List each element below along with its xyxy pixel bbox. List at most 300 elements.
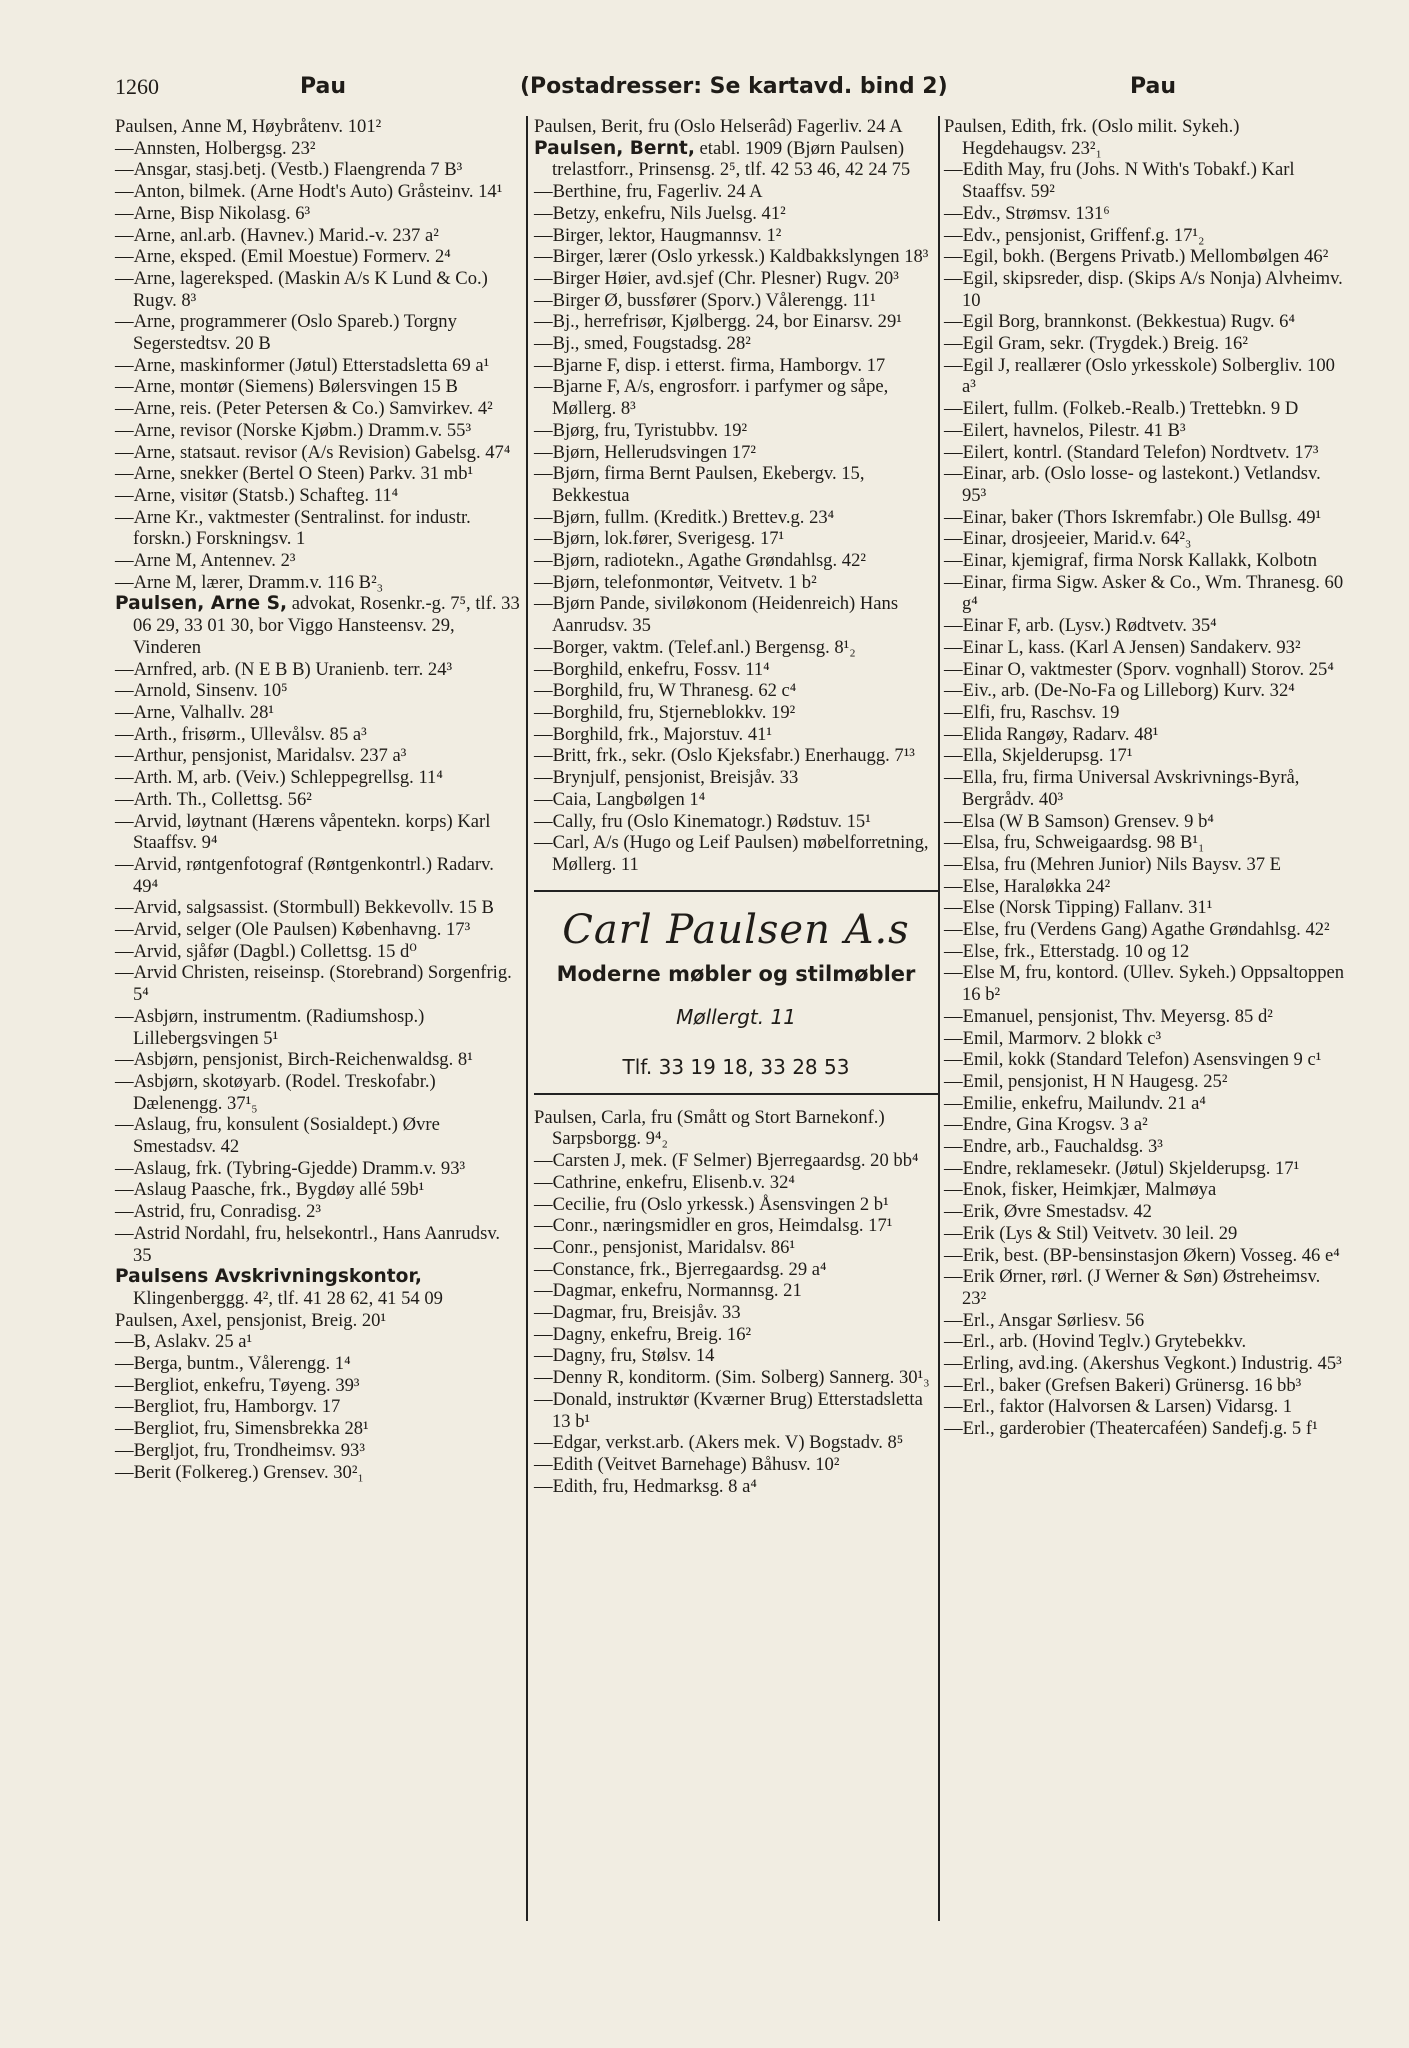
directory-entry — [944, 680, 1348, 702]
header-left-word: Pau — [300, 74, 347, 99]
entry-text: —Else, Haraløkka 24² — [944, 875, 1111, 897]
entry-text: —Arne, montør (Siemens) Bølersvingen 15 B — [115, 376, 458, 398]
directory-entry — [944, 1266, 1348, 1309]
entry-text: Paulsen, Berit, fru (Oslo Helserâd) Fagerliv. 24 A — [534, 116, 903, 137]
ad-address: Møllergt. 11 — [676, 1005, 796, 1030]
directory-entry — [534, 724, 938, 746]
directory-entry — [115, 246, 523, 268]
entry-text: —Arne, visitør (Statsb.) Schafteg. 11⁴ — [115, 484, 399, 506]
column-2-entries — [534, 116, 938, 876]
directory-entry — [534, 1150, 938, 1172]
entry-text: —Bj., smed, Fougstadsg. 28² — [534, 333, 751, 355]
directory-entry — [944, 1245, 1348, 1267]
directory-entry — [944, 311, 1348, 333]
entry-text: —Arne, anl.arb. (Havnev.) Marid.-v. 237 a² — [115, 224, 439, 246]
directory-entry — [534, 528, 938, 550]
directory-entry — [115, 1201, 523, 1223]
entry-text: —Emilie, enkefru, Mailundv. 21 a⁴ — [944, 1092, 1206, 1114]
directory-entry — [944, 1071, 1348, 1093]
entry-text: —Bjørn, lok.fører, Sverigesg. 17¹ — [534, 528, 785, 550]
entry-text: —Asbjørn, instrumentm. (Radiumshosp.) Lillebergsvingen 5¹ — [115, 1005, 425, 1049]
directory-entry — [944, 572, 1348, 615]
directory-entry — [115, 1223, 523, 1266]
entry-text: —Ella, Skjelderupsg. 17¹ — [944, 745, 1133, 767]
directory-entry — [534, 355, 938, 377]
entry-text: —Aslaug Paasche, frk., Bygdøy allé 59b¹ — [115, 1179, 425, 1201]
entry-text: —Arvid, løytnant (Hærens våpentekn. korps) Karl Staaffsv. 9⁴ — [115, 810, 491, 854]
directory-entry — [944, 1418, 1348, 1440]
entry-text: —Brynjulf, pensjonist, Breisjåv. 33 — [534, 767, 799, 789]
directory-entry — [115, 1353, 523, 1375]
entry-text: —Dagny, enkefru, Breig. 16² — [534, 1323, 752, 1345]
column-divider — [526, 116, 528, 1921]
entry-text: —Arne, maskinformer (Jøtul) Etterstadsletta 69 a¹ — [115, 354, 490, 376]
directory-entry — [534, 1432, 938, 1454]
entry-text: —Bergliot, fru, Hamborgv. 17 — [115, 1396, 341, 1418]
entry-text: —Einar F, arb. (Lysv.) Rødtvetv. 35⁴ — [944, 615, 1217, 637]
directory-entry — [534, 811, 938, 833]
directory-entry — [115, 485, 523, 507]
entry-text: —Arne M, lærer, Dramm.v. 116 B²₃ — [115, 571, 384, 593]
entry-text: Paulsen, Carla, fru (Smått og Stort Barnekonf.) Sarpsborgg. 9⁴₂ — [534, 1106, 885, 1150]
directory-entry — [534, 1215, 938, 1237]
directory-entry — [534, 1194, 938, 1216]
entry-text: —Edgar, verkst.arb. (Akers mek. V) Bogstadv. 8⁵ — [534, 1432, 904, 1454]
directory-entry — [115, 1375, 523, 1397]
directory-entry — [944, 355, 1348, 398]
directory-entry — [944, 268, 1348, 311]
entry-text: —Erling, avd.ing. (Akershus Vegkont.) Industrig. 45³ — [944, 1353, 1342, 1375]
entry-text: —Borghild, fru, W Thranesg. 62 c⁴ — [534, 680, 797, 702]
entry-text: —Edv., pensjonist, Griffenf.g. 17¹₂ — [944, 224, 1205, 246]
directory-entry — [944, 767, 1348, 810]
entry-text: —Einar O, vaktmester (Sporv. vognhall) Storov. 25⁴ — [944, 658, 1334, 680]
directory-entry — [944, 745, 1348, 767]
directory-entry — [115, 550, 523, 572]
entry-text: —Arne, lagereksped. (Maskin A/s K Lund & Co.) Rugv. 8³ — [115, 267, 488, 311]
directory-entry — [115, 680, 523, 702]
entry-text: —B, Aslakv. 25 a¹ — [115, 1331, 253, 1353]
directory-entry — [534, 1324, 938, 1346]
directory-entry — [115, 854, 523, 897]
entry-text: —Arne, statsaut. revisor (A/s Revision) Gabelsg. 47⁴ — [115, 441, 511, 463]
entry-text: —Borghild, enkefru, Fossv. 11⁴ — [534, 658, 770, 680]
entry-text: —Erl., baker (Grefsen Bakeri) Grünersg. 16 bb³ — [944, 1374, 1302, 1396]
directory-entry — [534, 702, 938, 724]
directory-entry — [944, 1396, 1348, 1418]
directory-entry — [944, 637, 1348, 659]
directory-entry — [115, 1071, 523, 1114]
entry-text: —Betzy, enkefru, Nils Juelsg. 41² — [534, 202, 786, 224]
directory-entry — [944, 897, 1348, 919]
directory-entry — [115, 116, 523, 138]
directory-entry — [115, 1114, 523, 1157]
entry-text: —Borghild, frk., Majorstuv. 41¹ — [534, 723, 772, 745]
entry-text: —Bergliot, fru, Simensbrekka 28¹ — [115, 1418, 369, 1440]
entry-text: —Bjarne F, A/s, engrosforr. i parfymer og såpe, Møllerg. 8³ — [534, 376, 889, 420]
directory-entry — [534, 1302, 938, 1324]
directory-entry — [115, 572, 523, 594]
directory-entry — [534, 832, 938, 875]
entry-text: —Elida Rangøy, Radarv. 48¹ — [944, 723, 1159, 745]
entry-text: —Eilert, kontrl. (Standard Telefon) Nordtvetv. 17³ — [944, 441, 1319, 463]
entry-text: —Birger Høier, avd.sjef (Chr. Plesner) Rugv. 20³ — [534, 267, 899, 289]
entry-text: —Cally, fru (Oslo Kinematogr.) Rødstuv. 15¹ — [534, 810, 871, 832]
ad-phone: Tlf. 33 19 18, 33 28 53 — [622, 1055, 850, 1080]
entry-text: —Bjørn, Hellerudsvingen 17² — [534, 441, 756, 463]
entry-text: —Arne, Valhallv. 28¹ — [115, 701, 274, 723]
entry-text: —Arth. M, arb. (Veiv.) Schleppegrellsg. 11⁴ — [115, 767, 443, 789]
directory-entry — [534, 225, 938, 247]
entry-text: —Bjørn Pande, siviløkonom (Heidenreich) Hans Aanrudsv. 35 — [534, 593, 899, 637]
directory-entry — [534, 745, 938, 767]
entry-text: —Arnold, Sinsenv. 10⁵ — [115, 680, 288, 702]
directory-entry — [944, 1201, 1348, 1223]
entry-text: —Arnfred, arb. (N E B B) Uranienb. terr. 24³ — [115, 658, 453, 680]
directory-entry — [944, 1049, 1348, 1071]
ad-tagline: Moderne møbler og stilmøbler — [556, 961, 916, 986]
entry-text: —Bjørg, fru, Tyristubbv. 19² — [534, 419, 748, 441]
directory-entry — [944, 507, 1348, 529]
entry-text: —Emil, pensjonist, H N Haugesg. 25² — [944, 1070, 1228, 1092]
entry-text: —Elsa, fru, Schweigaardsg. 98 B¹₁ — [944, 832, 1205, 854]
directory-entry — [944, 116, 1348, 159]
directory-heading-entry — [534, 138, 938, 181]
entry-text: —Berga, buntm., Vålerengg. 1⁴ — [115, 1353, 351, 1375]
directory-entry — [944, 1179, 1348, 1201]
entry-text: —Conr., pensjonist, Maridalsv. 86¹ — [534, 1236, 796, 1258]
column-3 — [944, 116, 1348, 1440]
directory-entry — [944, 1223, 1348, 1245]
directory-entry — [944, 1375, 1348, 1397]
directory-entry — [534, 116, 938, 138]
entry-text: —Caia, Langbølgen 1⁴ — [534, 788, 706, 810]
directory-entry — [115, 398, 523, 420]
column-1 — [115, 116, 523, 1483]
entry-text: —Einar, kjemigraf, firma Norsk Kallakk, Kolbotn — [944, 550, 1318, 572]
advertisement — [534, 890, 938, 1095]
directory-entry — [944, 615, 1348, 637]
entry-text: —Borghild, fru, Stjerneblokkv. 19² — [534, 701, 796, 723]
directory-entry — [534, 1172, 938, 1194]
entry-text: —Egil Borg, brannkonst. (Bekkestua) Rugv. 6⁴ — [944, 311, 1295, 333]
directory-entry — [115, 203, 523, 225]
entry-text: —Birger Ø, bussfører (Sporv.) Vålerengg. 11¹ — [534, 289, 876, 311]
entry-text: —Bjørn, radiotekn., Agathe Grøndahlsg. 42² — [534, 550, 866, 572]
directory-entry — [115, 941, 523, 963]
directory-entry — [534, 659, 938, 681]
page-header — [115, 70, 1310, 106]
directory-entry — [944, 1093, 1348, 1115]
directory-entry — [534, 246, 938, 268]
directory-entry — [115, 659, 523, 681]
directory-entry — [944, 333, 1348, 355]
entry-text: —Eilert, fullm. (Folkeb.-Realb.) Trettebkn. 9 D — [944, 398, 1299, 420]
entry-text: —Erl., garderobier (Theatercaféen) Sandefj.g. 5 f¹ — [944, 1418, 1318, 1440]
directory-entry — [944, 420, 1348, 442]
entry-text: —Arne, programmerer (Oslo Spareb.) Torgny Segerstedtsv. 20 B — [115, 311, 457, 355]
directory-entry — [944, 919, 1348, 941]
entry-text: —Carl, A/s (Hugo og Leif Paulsen) møbelforretning, Møllerg. 11 — [534, 832, 929, 875]
directory-entry — [115, 767, 523, 789]
directory-entry — [944, 724, 1348, 746]
entry-text: —Arvid, sjåfør (Dagbl.) Collettsg. 15 d⁰ — [115, 940, 417, 962]
entry-text: —Else (Norsk Tipping) Fallanv. 31¹ — [944, 897, 1213, 919]
entry-text: —Ansgar, stasj.betj. (Vestb.) Flaengrenda 7 B³ — [115, 159, 463, 181]
directory-entry — [534, 442, 938, 464]
directory-entry — [944, 1028, 1348, 1050]
directory-entry — [944, 832, 1348, 854]
entry-text: —Elsa, fru (Mehren Junior) Nils Baysv. 37 E — [944, 853, 1282, 875]
entry-text: advokat, Rosenkr.-g. 7⁵, tlf. 33 06 29, 33 01 30, bor Viggo Hansteensv. 29, Vinderen — [133, 593, 520, 658]
header-center-note: (Postadresser: Se kartavd. bind 2) — [520, 74, 948, 99]
directory-entry — [115, 724, 523, 746]
entry-text: —Elsa (W B Samson) Grensev. 9 b⁴ — [944, 810, 1214, 832]
directory-entry — [534, 572, 938, 594]
directory-entry — [115, 789, 523, 811]
directory-entry — [534, 290, 938, 312]
entry-text: —Arne, reis. (Peter Petersen & Co.) Samvirkev. 4² — [115, 398, 493, 420]
entry-text: —Erl., Ansgar Sørliesv. 56 — [944, 1309, 1145, 1331]
directory-entry — [534, 1237, 938, 1259]
directory-entry — [115, 442, 523, 464]
entry-text: Paulsen, Edith, frk. (Oslo milit. Sykeh.) Hegdehaugsv. 23²₁ — [944, 116, 1240, 159]
directory-entry — [115, 181, 523, 203]
entry-text: —Einar, arb. (Oslo losse- og lastekont.) Vetlandsv. 95³ — [944, 463, 1321, 506]
directory-entry — [115, 1462, 523, 1484]
entry-text: —Else, frk., Etterstadg. 10 og 12 — [944, 940, 1190, 962]
directory-entry — [115, 962, 523, 1005]
entry-text: —Endre, Gina Krogsv. 3 a² — [944, 1114, 1148, 1136]
directory-entry — [944, 528, 1348, 550]
entry-text: —Arth., frisørm., Ullevålsv. 85 a³ — [115, 723, 367, 745]
directory-entry — [115, 463, 523, 485]
directory-entry — [534, 550, 938, 572]
entry-text: —Ella, fru, firma Universal Avskrivnings-Byrå, Bergrådv. 40³ — [944, 767, 1300, 810]
entry-text: —Arvid, røntgenfotograf (Røntgenkontrl.) Radarv. 49⁴ — [115, 853, 494, 897]
entry-text: —Edv., Strømsv. 131⁶ — [944, 202, 1110, 224]
directory-entry — [115, 376, 523, 398]
entry-text: —Einar, baker (Thors Iskremfabr.) Ole Bullsg. 49¹ — [944, 506, 1322, 528]
column-divider — [938, 116, 940, 1921]
page-number: 1260 — [115, 74, 159, 99]
column-2-entries-after — [534, 1107, 938, 1498]
directory-entry — [944, 246, 1348, 268]
entry-text: —Erik (Lys & Stil) Veitvetv. 30 leil. 29 — [944, 1222, 1238, 1244]
entry-text: —Berthine, fru, Fagerliv. 24 A — [534, 181, 763, 203]
entry-text: —Arne M, Antennev. 2³ — [115, 550, 296, 572]
directory-entry — [115, 811, 523, 854]
entry-text: —Erik, best. (BP-bensinstasjon Økern) Vosseg. 46 e⁴ — [944, 1244, 1340, 1266]
entry-text: Klingenberggg. 4², tlf. 41 28 62, 41 54 09 — [133, 1287, 443, 1309]
directory-entry — [534, 593, 938, 636]
directory-entry — [944, 659, 1348, 681]
directory-entry — [115, 138, 523, 160]
entry-text: —Endre, arb., Fauchaldsg. 3³ — [944, 1136, 1163, 1158]
directory-entry — [944, 1006, 1348, 1028]
entry-text: —Donald, instruktør (Kværner Brug) Etterstadsletta 13 b¹ — [534, 1388, 923, 1432]
directory-entry — [534, 463, 938, 506]
entry-text: —Erik Ørner, rørl. (J Werner & Søn) Østreheimsv. 23² — [944, 1266, 1321, 1309]
entry-text: —Borger, vaktm. (Telef.anl.) Bergensg. 8¹₂ — [534, 636, 856, 658]
directory-entry — [534, 789, 938, 811]
directory-entry — [115, 1006, 523, 1049]
directory-entry — [534, 680, 938, 702]
directory-entry — [115, 1310, 523, 1332]
directory-entry — [944, 876, 1348, 898]
entry-text: —Birger, lærer (Oslo yrkessk.) Kaldbakkslyngen 18³ — [534, 246, 929, 268]
entry-text: —Erl., faktor (Halvorsen & Larsen) Vidarsg. 1 — [944, 1396, 1293, 1418]
entry-text: —Dagmar, fru, Breisjåv. 33 — [534, 1302, 741, 1324]
entry-text: —Else, fru (Verdens Gang) Agathe Grøndahlsg. 42² — [944, 919, 1330, 941]
entry-text: —Carsten J, mek. (F Selmer) Bjerregaardsg. 20 bb⁴ — [534, 1150, 919, 1172]
entry-text: —Asbjørn, skotøyarb. (Rodel. Treskofabr.) Dælenengg. 37¹₅ — [115, 1070, 436, 1114]
entry-text: —Bjarne F, disp. i etterst. firma, Hamborgv. 17 — [534, 354, 886, 376]
column-2 — [534, 116, 938, 1497]
directory-heading-entry — [115, 593, 523, 658]
directory-entry — [115, 311, 523, 354]
directory-heading-entry — [115, 1266, 523, 1309]
directory-entry — [534, 268, 938, 290]
entry-text: —Bergljot, fru, Trondheimsv. 93³ — [115, 1439, 365, 1461]
directory-entry — [534, 1367, 938, 1389]
directory-entry — [534, 1259, 938, 1281]
directory-entry — [534, 1107, 938, 1150]
directory-entry — [534, 507, 938, 529]
entry-text: —Bjørn, telefonmontør, Veitvetv. 1 b² — [534, 571, 817, 593]
directory-entry — [944, 398, 1348, 420]
entry-text: —Eilert, havnelos, Pilestr. 41 B³ — [944, 419, 1186, 441]
entry-text: —Arvid, salgsassist. (Stormbull) Bekkevollv. 15 B — [115, 897, 494, 919]
directory-entry — [944, 550, 1348, 572]
entry-text: —Einar, firma Sigw. Asker & Co., Wm. Thranesg. 60 g⁴ — [944, 571, 1344, 615]
entry-text: —Arne, Bisp Nikolasg. 6³ — [115, 202, 311, 224]
entry-text: —Aslaug, fru, konsulent (Sosialdept.) Øvre Smestadsv. 42 — [115, 1114, 440, 1158]
directory-entry — [115, 420, 523, 442]
entry-text: —Bjørn, fullm. (Kreditk.) Brettev.g. 23⁴ — [534, 506, 835, 528]
directory-entry — [944, 941, 1348, 963]
directory-entry — [944, 1114, 1348, 1136]
directory-entry — [944, 442, 1348, 464]
directory-entry — [534, 376, 938, 419]
entry-text: —Berit (Folkereg.) Grensev. 30²₁ — [115, 1461, 364, 1483]
entry-name: Paulsens Avskrivningskontor, — [115, 1266, 422, 1288]
directory-entry — [115, 268, 523, 311]
directory-entry — [534, 637, 938, 659]
entry-text: —Cecilie, fru (Oslo yrkessk.) Åsensvingen 2 b¹ — [534, 1193, 889, 1215]
directory-entry — [534, 1345, 938, 1367]
entry-text: —Emil, kokk (Standard Telefon) Asensvingen 9 c¹ — [944, 1049, 1322, 1071]
entry-text: Paulsen, Anne M, Høybråtenv. 101² — [115, 116, 382, 137]
directory-entry — [115, 225, 523, 247]
entry-text: —Birger, lektor, Haugmannsv. 1² — [534, 224, 782, 246]
directory-entry — [944, 1136, 1348, 1158]
directory-entry — [944, 225, 1348, 247]
ad-logo: Carl Paulsen A.s — [562, 906, 910, 953]
directory-entry — [115, 1158, 523, 1180]
entry-text: —Emil, Marmorv. 2 blokk c³ — [944, 1027, 1162, 1049]
directory-entry — [534, 333, 938, 355]
entry-text: —Constance, frk., Bjerregaardsg. 29 a⁴ — [534, 1258, 827, 1280]
directory-entry — [534, 203, 938, 225]
entry-text: —Arth. Th., Collettsg. 56² — [115, 788, 312, 810]
directory-entry — [944, 1158, 1348, 1180]
directory-entry — [944, 811, 1348, 833]
directory-entry — [115, 897, 523, 919]
directory-entry — [115, 919, 523, 941]
entry-text: —Conr., næringsmidler en gros, Heimdalsg. 17¹ — [534, 1215, 893, 1237]
entry-text: —Egil, bokh. (Bergens Privatb.) Mellombølgen 46² — [944, 246, 1329, 268]
entry-text: —Erl., arb. (Hovind Teglv.) Grytebekkv. — [944, 1331, 1247, 1353]
directory-entry — [944, 702, 1348, 724]
entry-text: —Arne, eksped. (Emil Moestue) Formerv. 2⁴ — [115, 246, 451, 268]
entry-text: —Enok, fisker, Heimkjær, Malmøya — [944, 1179, 1217, 1201]
directory-entry — [115, 1396, 523, 1418]
entry-text: —Egil J, reallærer (Oslo yrkesskole) Solbergliv. 100 a³ — [944, 354, 1335, 398]
entry-text: —Emanuel, pensjonist, Thv. Meyersg. 85 d² — [944, 1005, 1273, 1027]
directory-entry — [944, 854, 1348, 876]
entry-text: —Denny R, konditorm. (Sim. Solberg) Sannerg. 30¹₃ — [534, 1367, 930, 1389]
entry-text: —Aslaug, frk. (Tybring-Gjedde) Dramm.v. 93³ — [115, 1157, 466, 1179]
directory-entry — [115, 355, 523, 377]
entry-text: —Bjørn, firma Bernt Paulsen, Ekebergv. 15, Bekkestua — [534, 463, 865, 506]
entry-text: —Anton, bilmek. (Arne Hodt's Auto) Gråsteinv. 14¹ — [115, 181, 503, 203]
entry-text: —Bj., herrefrisør, Kjølbergg. 24, bor Einarsv. 29¹ — [534, 311, 902, 333]
directory-entry — [534, 767, 938, 789]
entry-text: —Eiv., arb. (De-No-Fa og Lilleborg) Kurv. 32⁴ — [944, 680, 1295, 702]
entry-text: —Arthur, pensjonist, Maridalsv. 237 a³ — [115, 745, 407, 767]
entry-text: —Arne, revisor (Norske Kjøbm.) Dramm.v. 55³ — [115, 419, 472, 441]
directory-entry — [534, 1476, 938, 1498]
directory-entry — [944, 463, 1348, 506]
directory-entry — [115, 745, 523, 767]
entry-text: —Arvid, selger (Ole Paulsen) Københavng. 17³ — [115, 919, 471, 941]
entry-text: —Annsten, Holbergsg. 23² — [115, 137, 316, 159]
directory-entry — [115, 159, 523, 181]
directory-entry — [534, 420, 938, 442]
directory-entry — [944, 1353, 1348, 1375]
entry-text: —Arne, snekker (Bertel O Steen) Parkv. 31 mb¹ — [115, 463, 474, 485]
entry-text: —Else M, fru, kontord. (Ullev. Sykeh.) Oppsaltoppen 16 b² — [944, 962, 1345, 1006]
directory-entry — [534, 311, 938, 333]
entry-text: Paulsen, Axel, pensjonist, Breig. 20¹ — [115, 1309, 387, 1331]
directory-entry — [115, 1179, 523, 1201]
entry-text: —Elfi, fru, Raschsv. 19 — [944, 701, 1120, 723]
directory-entry — [534, 181, 938, 203]
entry-text: —Britt, frk., sekr. (Oslo Kjeksfabr.) Enerhaugg. 7¹³ — [534, 745, 915, 767]
entry-text: —Einar L, kass. (Karl A Jensen) Sandakerv. 93² — [944, 636, 1301, 658]
entry-text: —Astrid, fru, Conradisg. 2³ — [115, 1201, 321, 1223]
directory-entry — [115, 1440, 523, 1462]
entry-name: Paulsen, Arne S, — [115, 593, 288, 615]
entry-text: —Erik, Øvre Smestadsv. 42 — [944, 1201, 1152, 1223]
header-right-word: Pau — [1130, 74, 1177, 99]
entry-text: —Edith (Veitvet Barnehage) Båhusv. 10² — [534, 1453, 840, 1475]
entry-text: etabl. 1909 (Bjørn Paulsen) trelastforr., Prinsensg. 2⁵, tlf. 42 53 46, 42 24 75 — [552, 137, 911, 181]
directory-entry — [944, 203, 1348, 225]
entry-text: —Arvid Christen, reiseinsp. (Storebrand) Sorgenfrig. 5⁴ — [115, 962, 512, 1006]
directory-entry — [944, 1310, 1348, 1332]
entry-text: —Cathrine, enkefru, Elisenb.v. 32⁴ — [534, 1171, 795, 1193]
entry-text: —Dagny, fru, Stølsv. 14 — [534, 1345, 715, 1367]
directory-entry — [115, 702, 523, 724]
entry-text: —Einar, drosjeeier, Marid.v. 64²₃ — [944, 528, 1192, 550]
entry-text: —Astrid Nordahl, fru, helsekontrl., Hans Aanrudsv. 35 — [115, 1222, 501, 1266]
directory-entry — [534, 1280, 938, 1302]
entry-text: —Egil, skipsreder, disp. (Skips A/s Nonja) Alvheimv. 10 — [944, 267, 1343, 311]
entry-name: Paulsen, Bernt, — [534, 137, 695, 159]
entry-text: —Dagmar, enkefru, Normannsg. 21 — [534, 1280, 802, 1302]
